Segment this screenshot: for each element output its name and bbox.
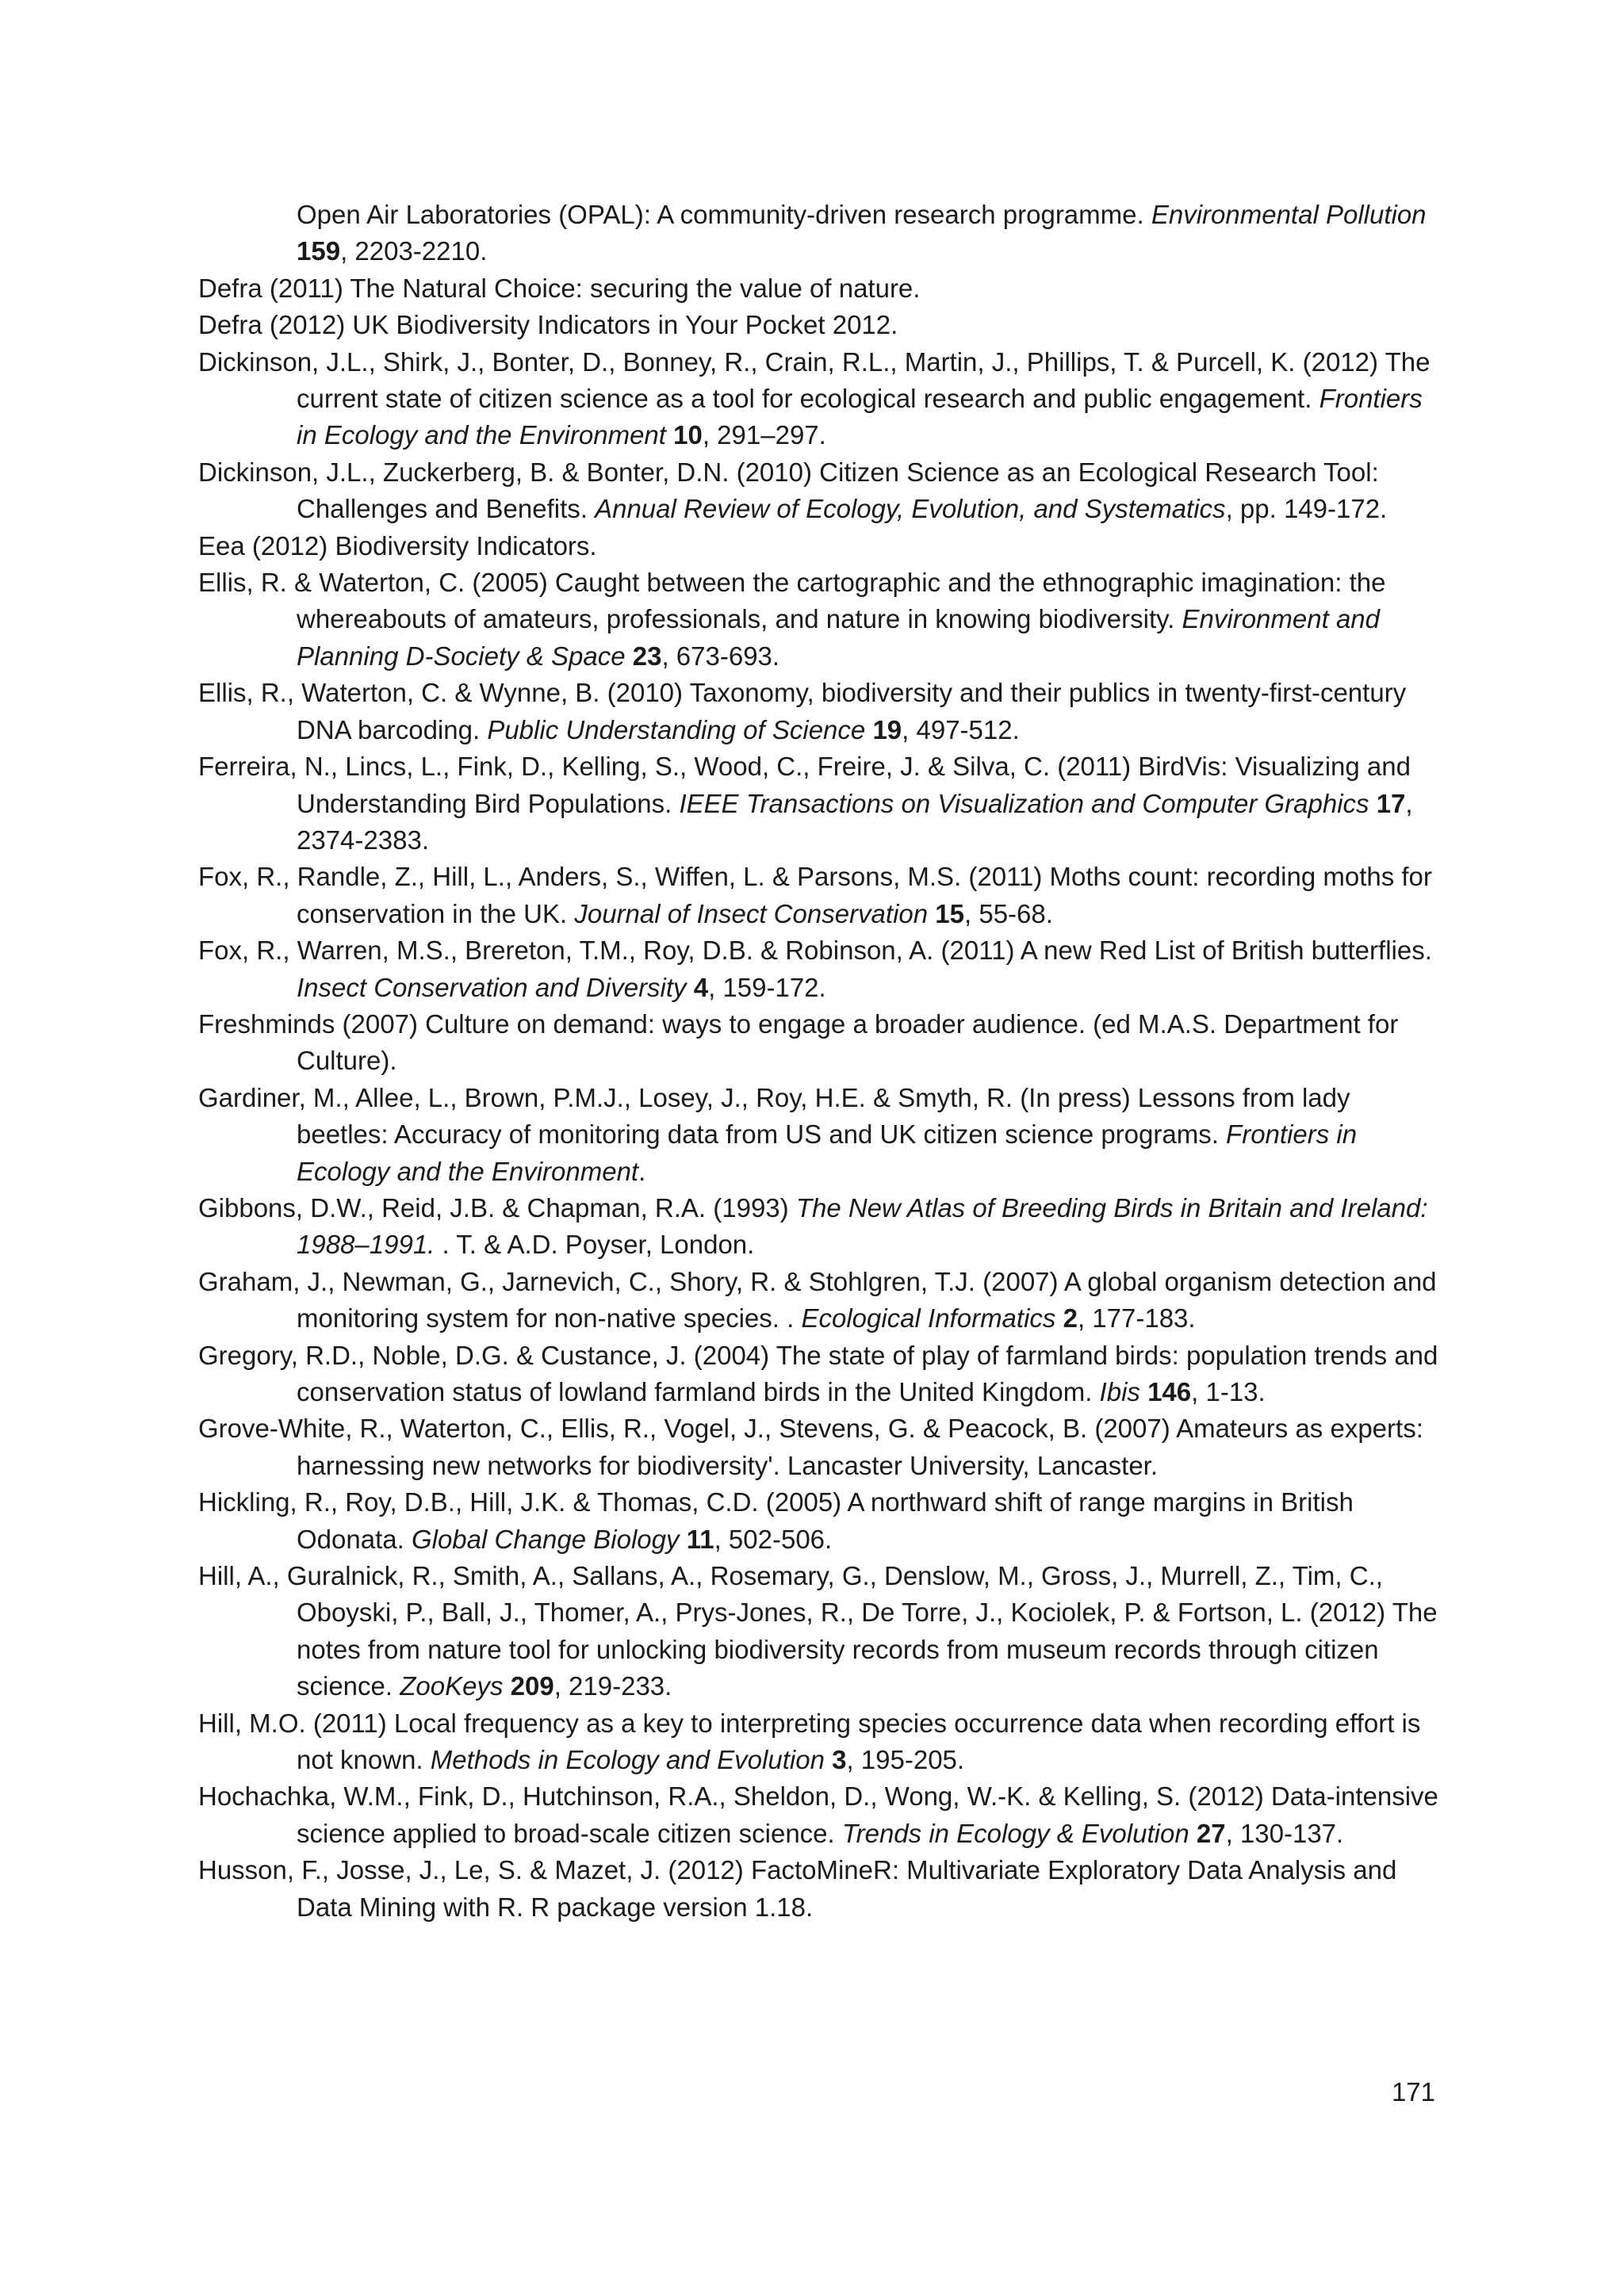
reference-text: Defra (2011) The Natural Choice: securing the value of nature. bbox=[198, 273, 921, 303]
volume-number: 159 bbox=[297, 236, 341, 266]
reference-text bbox=[1140, 1377, 1147, 1406]
reference-text: Hill, M.O. (2011) Local frequency as a key to interpreting species occurrence data when recording effort is not known. bbox=[198, 1708, 1421, 1775]
reference-text: . bbox=[638, 1156, 646, 1186]
reference-text: Dickinson, J.L., Zuckerberg, B. & Bonter, D.N. (2010) Citizen Science as an Ecological Research Tool: Challenges and Benefits. bbox=[198, 457, 1379, 524]
journal-title: The New Atlas of Breeding Birds in Britain and Ireland: 1988–1991. bbox=[297, 1192, 1428, 1260]
reference-text: , 159-172. bbox=[708, 972, 826, 1002]
reference-text: Defra (2012) UK Biodiversity Indicators in Your Pocket 2012. bbox=[198, 310, 898, 340]
reference-text: Grove-White, R., Waterton, C., Ellis, R., Vogel, J., Stevens, G. & Peacock, B. (2007) Amateurs as experts: harnessing new networks for biodiversity'. Lancaster University, Lancaster. bbox=[198, 1414, 1423, 1480]
reference-entry bbox=[198, 1410, 1439, 1484]
reference-text: , 55-68. bbox=[964, 898, 1053, 928]
reference-text: Hickling, R., Roy, D.B., Hill, J.K. & Thomas, C.D. (2005) A northward shift of range margins in British Odonata. bbox=[198, 1487, 1354, 1554]
volume-number: 19 bbox=[872, 714, 902, 744]
reference-entry bbox=[198, 1778, 1439, 1852]
reference-text bbox=[1369, 789, 1377, 818]
reference-entry bbox=[198, 564, 1439, 675]
volume-number: 15 bbox=[935, 898, 964, 928]
reference-text: Gardiner, M., Allee, L., Brown, P.M.J., Losey, J., Roy, H.E. & Smyth, R. (In press) Lessons from lady beetles: Accuracy of monitoring data from US and UK citizen science programs. bbox=[198, 1082, 1350, 1150]
reference-entry bbox=[198, 1190, 1439, 1264]
reference-text: , 502-506. bbox=[714, 1524, 833, 1554]
reference-text: Hochachka, W.M., Fink, D., Hutchinson, R.A., Sheldon, D., Wong, W.-K. & Kelling, S. (2012) Data-intensive science applied to broad-scale citizen science. bbox=[198, 1781, 1438, 1848]
reference-text: , 673-693. bbox=[661, 641, 780, 671]
reference-text: . T. & A.D. Poyser, London. bbox=[435, 1230, 755, 1260]
reference-text: , 2374-2383. bbox=[297, 788, 1413, 855]
volume-number: 10 bbox=[673, 420, 703, 450]
journal-title: Journal of Insect Conservation bbox=[574, 898, 929, 928]
reference-text: Graham, J., Newman, G., Jarnevich, C., Shory, R. & Stohlgren, T.J. (2007) A global organism detection and monitoring system for non-native species. . bbox=[198, 1266, 1437, 1334]
reference-entry bbox=[198, 1264, 1439, 1337]
volume-number: 17 bbox=[1376, 788, 1406, 818]
reference-text: Fox, R., Warren, M.S., Brereton, T.M., Roy, D.B. & Robinson, A. (2011) A new Red List of British butterflies. bbox=[198, 936, 1432, 966]
volume-number: 11 bbox=[686, 1524, 714, 1554]
journal-title: Trends in Ecology & Evolution bbox=[841, 1818, 1189, 1848]
reference-text bbox=[680, 1525, 687, 1554]
reference-entry bbox=[198, 748, 1439, 859]
reference-text bbox=[1189, 1819, 1197, 1848]
reference-text: Open Air Laboratories (OPAL): A community-driven research programme. bbox=[297, 200, 1151, 229]
reference-entry bbox=[198, 932, 1439, 1006]
reference-entry bbox=[198, 197, 1439, 270]
volume-number: 2 bbox=[1063, 1303, 1078, 1334]
reference-text: , 1-13. bbox=[1191, 1377, 1266, 1406]
reference-text: Ellis, R. & Waterton, C. (2005) Caught between the cartographic and the ethnographic imagination: the whereabouts of amateurs, professionals, and nature in knowing biodiversity. bbox=[198, 568, 1386, 634]
journal-title: Global Change Biology bbox=[411, 1524, 680, 1554]
reference-entry bbox=[198, 675, 1439, 748]
journal-title: Ibis bbox=[1099, 1377, 1140, 1406]
reference-text: Gregory, R.D., Noble, D.G. & Custance, J. (2004) The state of play of farmland birds: population trends and conservation status of lowland farmland birds in the United Kingdom. bbox=[198, 1340, 1438, 1406]
reference-text: Freshminds (2007) Culture on demand: ways to engage a broader audience. (ed M.A.S. Department for Culture). bbox=[198, 1008, 1399, 1076]
reference-entry bbox=[198, 528, 1439, 564]
reference-text: Hill, A., Guralnick, R., Smith, A., Sallans, A., Rosemary, G., Denslow, M., Gross, J., Murrell, Z., Tim, C., Oboyski, P., Ball, J., Thomer, A., Prys-Jones, R., De Torre, J., Kociolek, P. & Fortson, L. (2012) The notes from nature tool for unlocking biodiversity records from museum records through citizen science. bbox=[198, 1561, 1438, 1701]
reference-entry bbox=[198, 1484, 1439, 1558]
reference-text: , 497-512. bbox=[902, 714, 1020, 744]
reference-entry bbox=[198, 1006, 1439, 1080]
journal-title: ZooKeys bbox=[400, 1671, 504, 1701]
volume-number: 146 bbox=[1147, 1377, 1192, 1406]
journal-title: Annual Review of Ecology, Evolution, and Systematics bbox=[595, 494, 1226, 524]
reference-entry bbox=[198, 859, 1439, 932]
reference-text: Gibbons, D.W., Reid, J.B. & Chapman, R.A. (1993) bbox=[198, 1192, 796, 1223]
reference-text: , 130-137. bbox=[1225, 1818, 1344, 1848]
reference-text: Husson, F., Josse, J., Le, S. & Mazet, J. (2012) FactoMineR: Multivariate Exploratory Data Analysis and Data Mining with R. R package version 1.18. bbox=[198, 1855, 1397, 1922]
journal-title: Frontiers in Ecology and the Environment bbox=[297, 1119, 1358, 1186]
volume-number: 3 bbox=[832, 1745, 847, 1775]
journal-title: Frontiers in Ecology and the Environment bbox=[297, 384, 1423, 450]
reference-text: Ferreira, N., Lincs, L., Fink, D., Kelling, S., Wood, C., Freire, J. & Silva, C. (2011) BirdVis: Visualizing and Understanding Bird Populations. bbox=[198, 752, 1411, 818]
reference-text: , 219-233. bbox=[553, 1671, 672, 1701]
volume-number: 209 bbox=[510, 1671, 554, 1701]
journal-title: Methods in Ecology and Evolution bbox=[430, 1745, 825, 1775]
reference-text: , 177-183. bbox=[1077, 1303, 1196, 1334]
reference-entry bbox=[198, 344, 1439, 454]
reference-text: , 291–297. bbox=[702, 420, 826, 450]
reference-text: Eea (2012) Biodiversity Indicators. bbox=[198, 530, 597, 561]
reference-text bbox=[1055, 1303, 1063, 1333]
reference-entry bbox=[198, 1705, 1439, 1779]
reference-entry bbox=[198, 307, 1439, 343]
reference-text: Dickinson, J.L., Shirk, J., Bonter, D., Bonney, R., Crain, R.L., Martin, J., Phillips, T. & Purcell, K. (2012) The current state of citizen science as a tool for ecological research and public engagement. bbox=[198, 346, 1431, 414]
reference-text bbox=[626, 641, 633, 671]
journal-title: Environmental Pollution bbox=[1151, 200, 1427, 229]
reference-text: , 195-205. bbox=[846, 1745, 965, 1775]
reference-entry bbox=[198, 1337, 1439, 1411]
reference-text: Fox, R., Randle, Z., Hill, L., Anders, S., Wiffen, L. & Parsons, M.S. (2011) Moths count: recording moths for conservation in the UK. bbox=[198, 862, 1432, 928]
page-number: 171 bbox=[1391, 2077, 1435, 2107]
reference-text bbox=[666, 420, 673, 450]
reference-text bbox=[825, 1745, 832, 1774]
reference-entry bbox=[198, 270, 1439, 307]
reference-text: Ellis, R., Waterton, C. & Wynne, B. (2010) Taxonomy, biodiversity and their publics in twenty-first-century DNA barcoding. bbox=[198, 678, 1407, 744]
reference-entry bbox=[198, 1558, 1439, 1705]
reference-text bbox=[687, 973, 694, 1002]
volume-number: 27 bbox=[1196, 1818, 1226, 1848]
reference-entry bbox=[198, 454, 1439, 528]
journal-title: Public Understanding of Science bbox=[487, 714, 866, 744]
reference-list bbox=[198, 197, 1439, 1926]
volume-number: 23 bbox=[632, 641, 662, 671]
reference-entry bbox=[198, 1080, 1439, 1190]
volume-number: 4 bbox=[693, 972, 709, 1002]
reference-entry bbox=[198, 1852, 1439, 1926]
reference-text bbox=[928, 899, 935, 928]
journal-title: IEEE Transactions on Visualization and Computer Graphics bbox=[679, 788, 1369, 818]
journal-title: Environment and Planning D-Society & Space bbox=[297, 604, 1380, 671]
journal-title: Insect Conservation and Diversity bbox=[297, 972, 687, 1002]
reference-text: , pp. 149-172. bbox=[1225, 494, 1388, 524]
journal-title: Ecological Informatics bbox=[801, 1303, 1056, 1334]
reference-text: , 2203-2210. bbox=[340, 236, 488, 266]
reference-text bbox=[503, 1671, 510, 1701]
